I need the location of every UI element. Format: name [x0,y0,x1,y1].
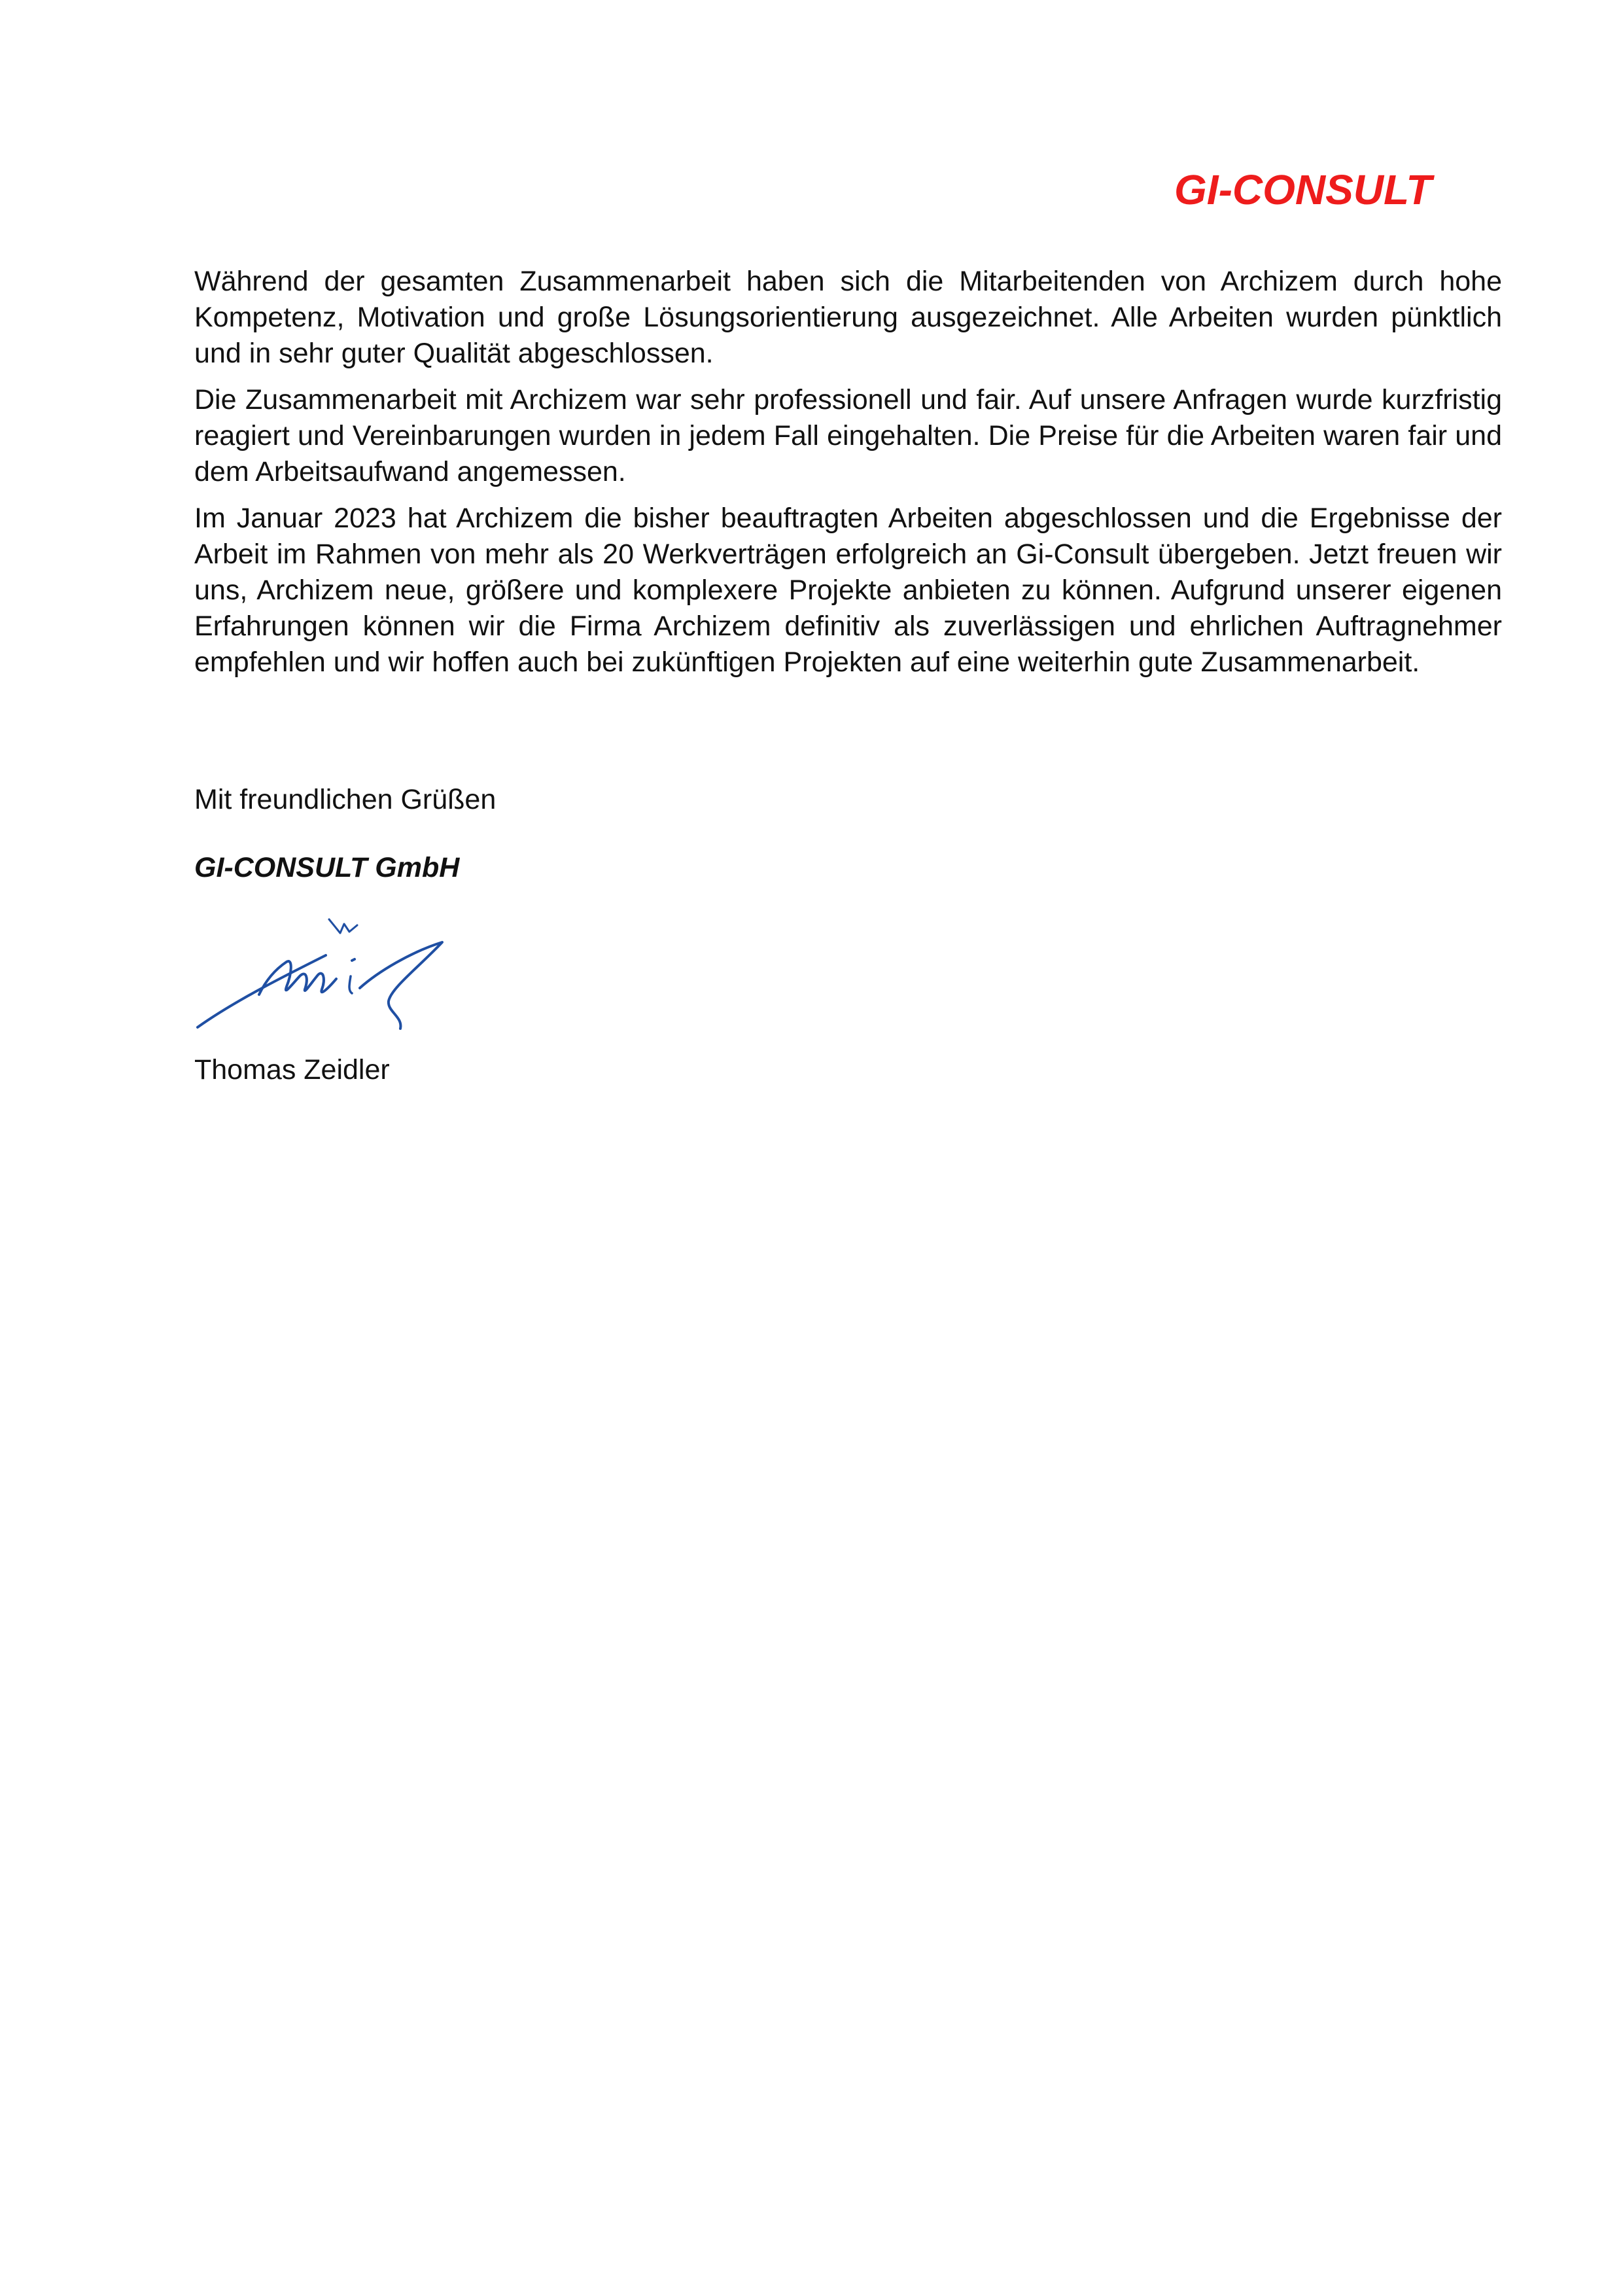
handwritten-signature [195,916,450,1040]
paragraph-3: Im Januar 2023 hat Archizem die bisher beauftragten Arbeiten abgeschlossen und die Ergebnisse der Arbeit im Rahmen von mehr als 20 Werkverträgen erfolgreich an Gi-Consult übergeben. Jetzt freuen wir uns, Archizem neue, größere und komplexere Projekte anbieten zu können. Aufgrund unserer eigenen Erfahrungen können wir die Firma Archizem definitiv als zuverlässigen und ehrlichen Auftragnehmer empfehlen und wir hoffen auch bei zukünftigen Projekten auf eine weiterhin gute Zusammenarbeit. [194,503,1502,678]
signature-stroke [360,942,442,1029]
company-logo: GI-CONSULT [1174,166,1432,213]
paragraph-1: Während der gesamten Zusammenarbeit haben sich die Mitarbeitenden von Archizem durch hohe Kompetenz, Motivation und große Lösungsorientierung ausgezeichnet. Alle Arbeiten wurden pünktlich und in sehr guter Qualität abgeschlossen. [194,266,1502,369]
signature-stroke [352,959,355,961]
company-name: GI-CONSULT GmbH [194,852,460,883]
signature-stroke [329,919,357,933]
paragraph-2: Die Zusammenarbeit mit Archizem war sehr professionell und fair. Auf unsere Anfragen wurde kurzfristig reagiert und Vereinbarungen wurden in jedem Fall eingehalten. Die Preise für die Arbeiten waren fair und dem Arbeitsaufwand angemessen. [194,384,1502,487]
signature-stroke [349,976,352,993]
signature-stroke [259,961,336,995]
signer-name: Thomas Zeidler [194,1054,390,1086]
closing-greeting: Mit freundlichen Grüßen [194,784,497,815]
letter-body [194,264,1502,691]
